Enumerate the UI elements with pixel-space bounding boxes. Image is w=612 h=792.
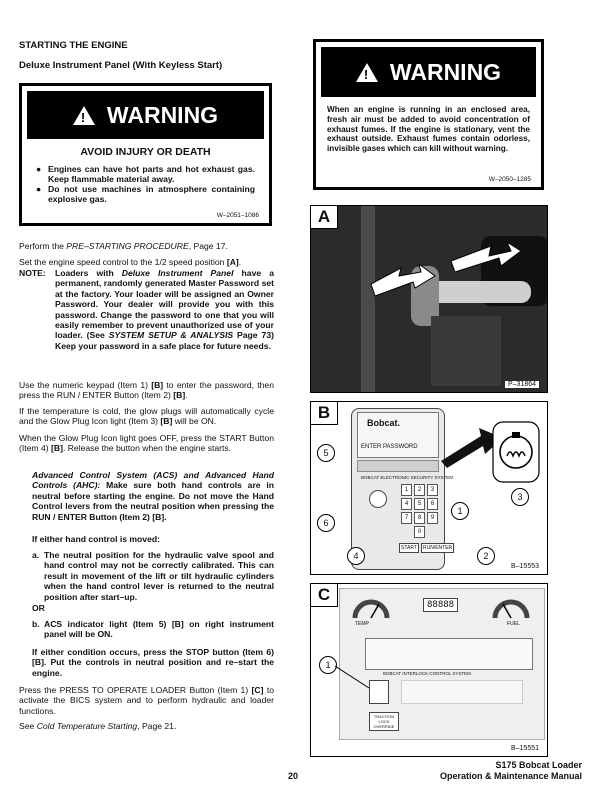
note-password: Loaders with Deluxe Instrument Panel have a permanent, randomly generated Master Password set at the factory. Your loader will be assigned an Owner Password. Your dealer will provide you with this password. Change the password to one that you will easily remember to prevent unauthorized use of your loader. (See SYSTEM SETUP & ANALYSIS Page 73) Keep your password in a safe place for future needs. xyxy=(55,268,274,351)
figure-c-interlock xyxy=(310,583,548,757)
callout-2: 2 xyxy=(477,547,495,565)
numeric-keypad xyxy=(401,484,441,538)
indicator-strip xyxy=(357,460,439,472)
figure-code: B–15553 xyxy=(510,563,539,570)
traction-lock-override-button[interactable]: TRACTION LOCK OVERRIDE xyxy=(369,712,399,731)
paragraph-prestart: Perform the PRE–STARTING PROCEDURE, Page 17. xyxy=(19,241,228,251)
warning-box-injury xyxy=(19,83,272,226)
callout-1: 1 xyxy=(451,502,469,520)
warning-header xyxy=(27,91,264,139)
figure-letter: B xyxy=(311,402,338,425)
start-button[interactable]: START xyxy=(401,545,417,551)
fuel-label: FUEL xyxy=(507,621,520,627)
page-number: 20 xyxy=(288,771,299,781)
temp-gauge-icon xyxy=(351,592,391,622)
interlock-label: BOBCAT INTERLOCK CONTROL SYSTEM xyxy=(383,671,471,676)
callout-1: 1 xyxy=(319,656,337,674)
fuel-gauge-icon xyxy=(491,592,531,622)
callout-4: 4 xyxy=(347,547,365,565)
warning-code: W–2051–1086 xyxy=(216,212,259,219)
paragraph-either-moved: If either hand control is moved: xyxy=(32,534,160,544)
footer-model: S175 Bobcat Loader xyxy=(495,760,582,770)
figure-code: B–15551 xyxy=(510,745,539,752)
warning-bullet: ● Do not use machines in atmosphere containing explosive gas. xyxy=(36,184,255,204)
list-item-b: ACS indicator light (Item 5) [B] on right instrument panel will be ON. xyxy=(44,619,274,640)
press-to-operate-button[interactable] xyxy=(369,680,389,704)
keypad-key[interactable]: 7 xyxy=(401,512,412,524)
list-label-a: a. xyxy=(32,550,40,560)
callout-leader xyxy=(335,664,371,694)
warning-bullet: ● Engines can have hot parts and hot exhaust gas. Keep flammable material away. xyxy=(36,164,255,184)
hour-meter: 88888 xyxy=(423,598,458,612)
or-separator: OR xyxy=(32,603,45,613)
warning-code: W–2050–1285 xyxy=(488,176,531,183)
callout-6: 6 xyxy=(317,514,335,532)
warning-header xyxy=(321,47,536,97)
paragraph-start: When the Glow Plug Icon light goes OFF, press the START Button (Item 4) [B]. Release the button when the engine starts. xyxy=(19,433,274,454)
stop-button[interactable] xyxy=(369,490,387,508)
paragraph-cold-start: See Cold Temperature Starting, Page 21. xyxy=(19,721,177,731)
warning-title: WARNING xyxy=(106,101,219,128)
warning-subtitle: AVOID INJURY OR DEATH xyxy=(80,146,211,158)
note-label: NOTE: xyxy=(19,268,46,278)
keypad-key[interactable]: 8 xyxy=(414,512,425,524)
warning-box-exhaust xyxy=(313,39,544,190)
warning-title: WARNING xyxy=(389,58,502,85)
glow-plug-callout-arrow xyxy=(441,416,541,486)
figure-b-keypad xyxy=(310,401,548,575)
keypad-key[interactable]: 6 xyxy=(427,498,438,510)
figure-a-speed-control xyxy=(310,205,548,393)
figure-code: P–31864 xyxy=(505,381,539,388)
list-item-a: The neutral position for the hydraulic valve spool and hand control may not be correctly calibrated. This can result in movement of the lift or tilt hydraulic cylinders when the hand control lever is returned to the neutral position after start–up. xyxy=(44,550,274,602)
keypad-key[interactable]: 5 xyxy=(414,498,425,510)
figure-letter: A xyxy=(311,206,338,229)
keypad-key[interactable]: 2 xyxy=(414,484,425,496)
keypad-key[interactable]: 3 xyxy=(427,484,438,496)
run-enter-button[interactable]: RUN/ENTER xyxy=(423,545,453,551)
bics-indicators xyxy=(401,680,523,704)
glow-plug-icon xyxy=(312,403,313,404)
paragraph-keypad: Use the numeric keypad (Item 1) [B] to enter the password, then press the RUN / ENTER Button (Item 2) [B]. xyxy=(19,380,274,401)
paragraph-acs: Advanced Control System (ACS) and Advanced Hand Controls (AHC): Make sure both hand controls are in neutral before starting the engine. Do not move the Hand Control levers from the neutral position when pressing the RUN / ENTER Button (Item 2) [B]. xyxy=(32,470,274,522)
keypad-key[interactable]: 9 xyxy=(427,512,438,524)
keypad-key[interactable]: 0 xyxy=(414,526,425,538)
indicator-panel xyxy=(365,638,533,670)
keypad-key[interactable]: 4 xyxy=(401,498,412,510)
list-label-b: b. xyxy=(32,619,40,629)
footer-manual: Operation & Maintenance Manual xyxy=(439,771,582,781)
paragraph-speed: Set the engine speed control to the 1/2 speed position [A]. xyxy=(19,257,242,267)
paragraph-glow-plugs: If the temperature is cold, the glow plugs will automatically cycle and the Glow Plug Icon light (Item 3) [B] will be ON. xyxy=(19,406,274,427)
callout-5: 5 xyxy=(317,444,335,462)
figure-a-photo xyxy=(311,206,548,393)
paragraph-either-occurs: If either condition occurs, press the STOP button (Item 6) [B]. Put the controls in neutral position and re–start the engine. xyxy=(32,647,274,678)
temp-label: TEMP xyxy=(355,621,369,627)
figure-letter: C xyxy=(311,584,338,607)
page-heading: STARTING THE ENGINE xyxy=(19,40,128,51)
paragraph-operate-loader: Press the PRESS TO OPERATE LOADER Button (Item 1) [C] to activate the BICS system and to perform hydraulic and loader functions. xyxy=(19,685,274,716)
warning-triangle-icon: ! xyxy=(73,106,95,125)
keypad-key[interactable]: 1 xyxy=(401,484,412,496)
screen-text: ENTER PASSWORD xyxy=(361,444,418,450)
callout-3: 3 xyxy=(511,488,529,506)
section-subheading: Deluxe Instrument Panel (With Keyless Start) xyxy=(19,60,223,71)
bobcat-logo: Bobcat. xyxy=(367,418,401,428)
security-label: BOBCAT ELECTRONIC SECURITY SYSTEM xyxy=(361,475,454,480)
warning-text: When an engine is running in an enclosed area, fresh air must be added to avoid concentration of exhaust fumes. If the engine is stationary, vent the exhaust outside. Exhaust fumes contain odorless, invisible gases which can kill without warning. xyxy=(327,105,530,154)
warning-triangle-icon: ! xyxy=(356,63,378,82)
